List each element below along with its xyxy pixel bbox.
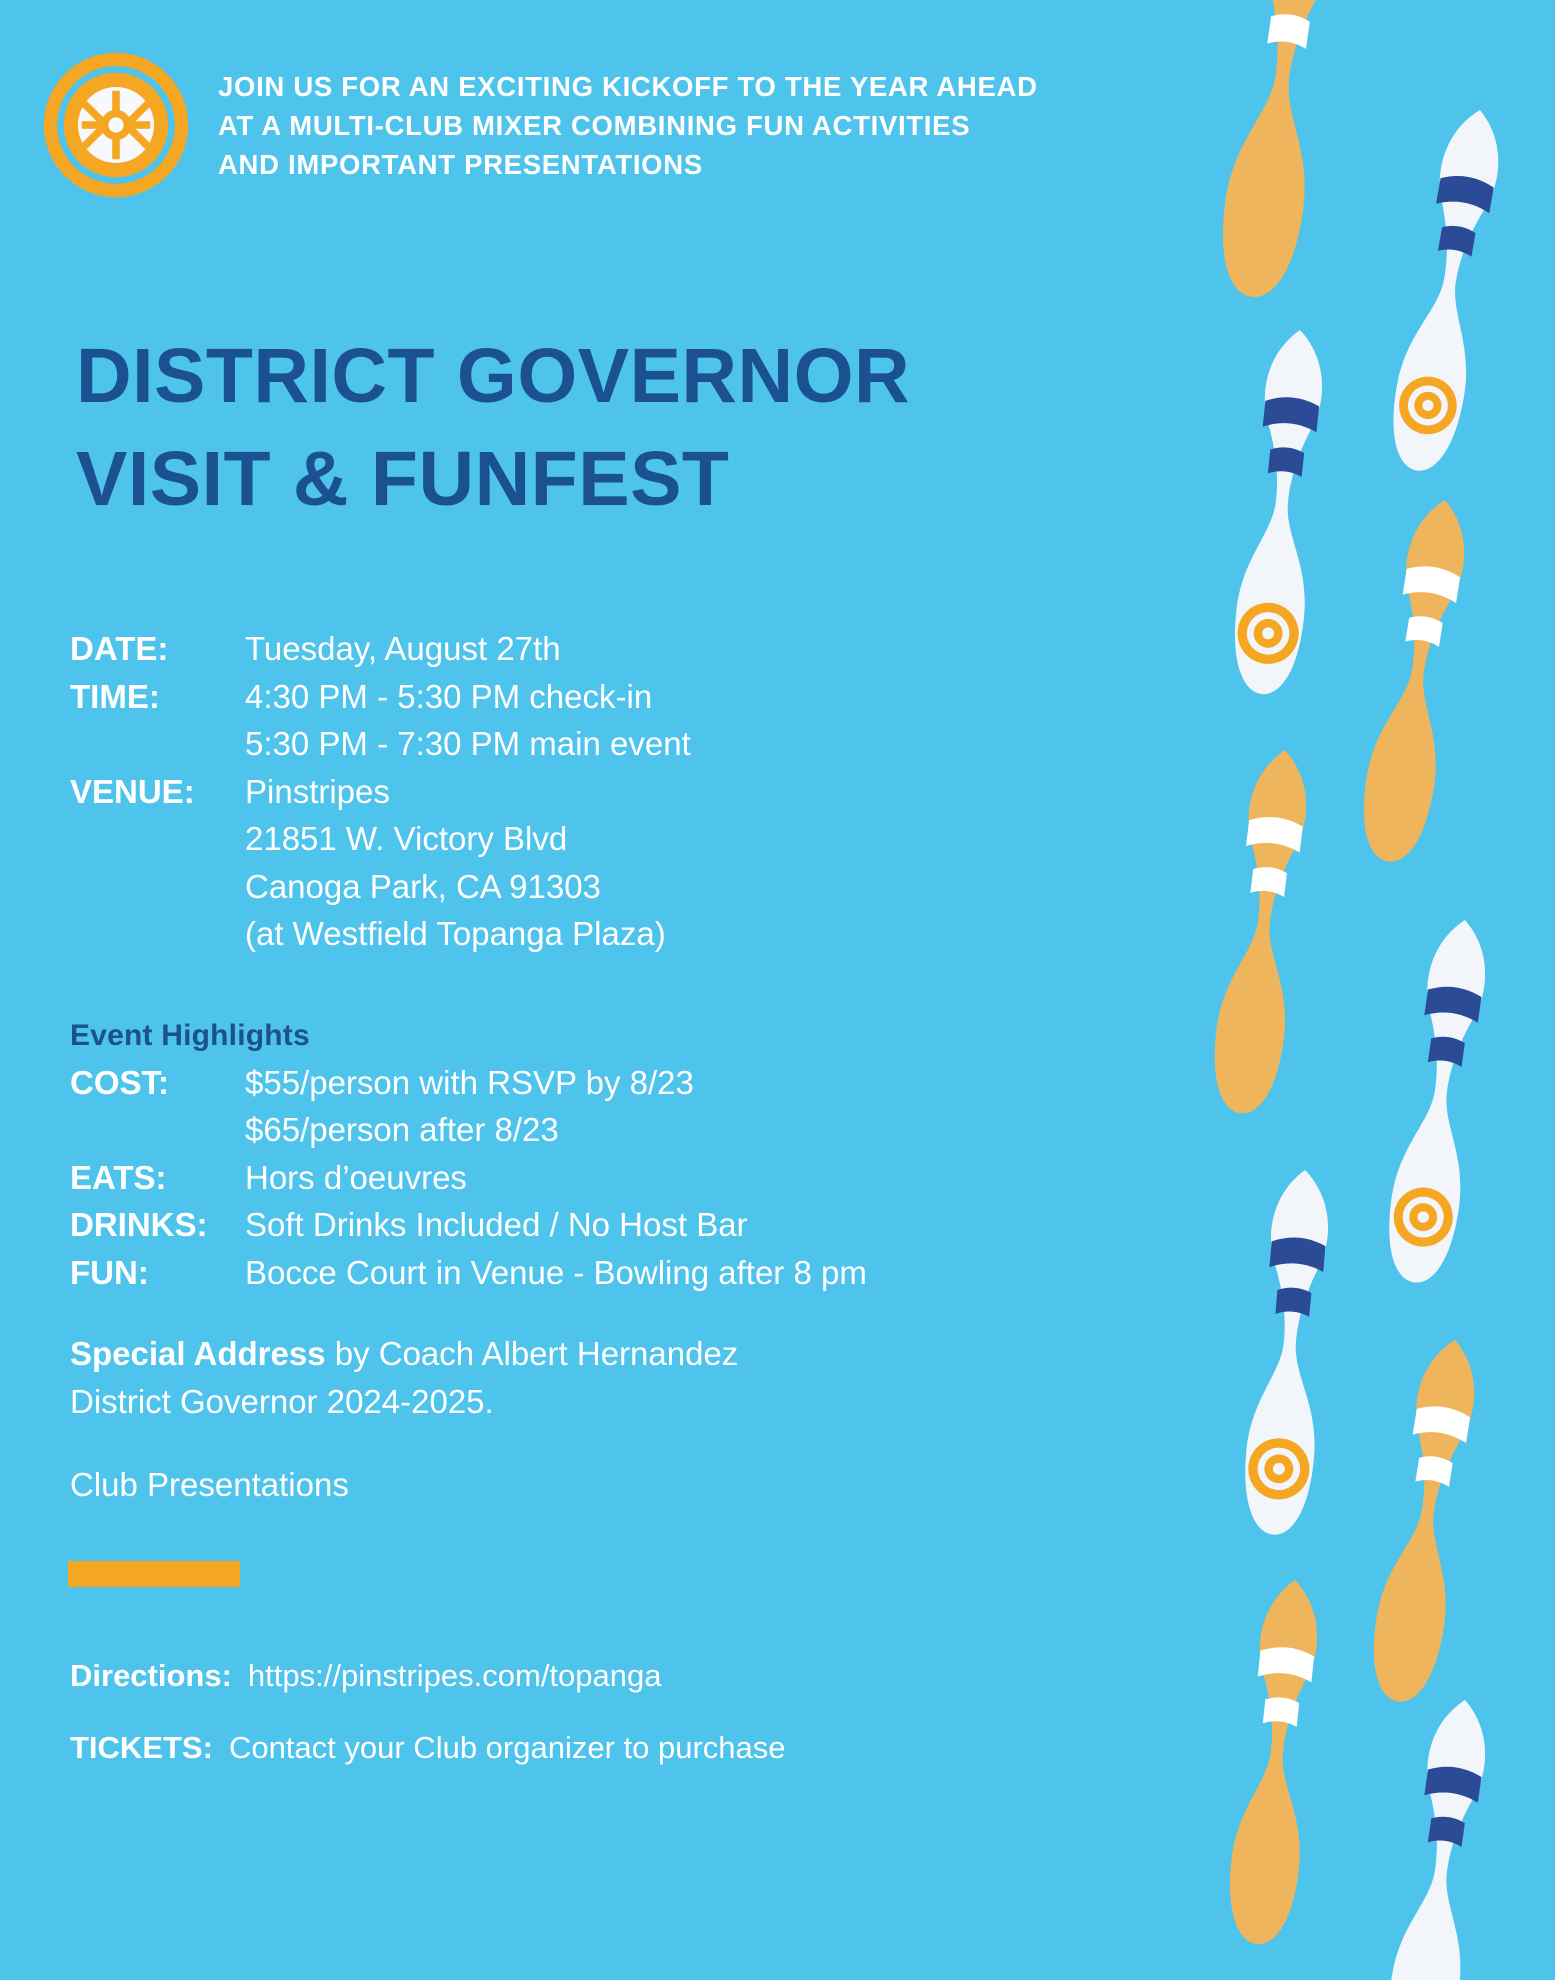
detail-row-venue — [70, 768, 1130, 816]
eats-value: Hors d’oeuvres — [245, 1158, 467, 1196]
page-title — [76, 325, 910, 531]
drinks-label: DRINKS: — [70, 1206, 208, 1244]
detail-row-cost-2 — [70, 1106, 1130, 1154]
special-address-block — [70, 1330, 1130, 1425]
cost-value-2: $65/person after 8/23 — [245, 1111, 559, 1149]
drinks-value: Soft Drinks Included / No Host Bar — [245, 1206, 748, 1244]
detail-row-venue-3 — [70, 863, 1130, 911]
bowling-pins-decoration — [1135, 0, 1555, 1980]
directions-link[interactable]: https://pinstripes.com/topanga — [247, 1657, 662, 1693]
flyer-header — [40, 45, 1038, 201]
tickets-label: TICKETS: — [70, 1730, 213, 1766]
detail-row-venue-4 — [70, 910, 1130, 958]
time-label: TIME: — [70, 677, 160, 715]
detail-row-cost — [70, 1059, 1130, 1107]
detail-row-drinks — [70, 1201, 1130, 1249]
event-highlights-heading: Event Highlights — [70, 1018, 310, 1052]
directions-label: Directions: — [70, 1657, 232, 1693]
detail-row-fun — [70, 1249, 1130, 1297]
venue-value-3: Canoga Park, CA 91303 — [245, 867, 601, 905]
event-details — [70, 625, 1130, 1798]
orange-divider-bar — [68, 1561, 240, 1587]
title-line-1: DISTRICT GOVERNOR — [76, 333, 911, 419]
fun-label: FUN: — [70, 1253, 149, 1291]
detail-row-eats — [70, 1154, 1130, 1202]
special-address-rest: by Coach Albert Hernandez — [325, 1335, 739, 1373]
special-address-bold: Special Address — [70, 1335, 326, 1373]
header-tagline — [218, 67, 1038, 184]
header-line-3: AND IMPORTANT PRESENTATIONS — [218, 149, 703, 181]
fun-value: Bocce Court in Venue - Bowling after 8 pm — [245, 1253, 867, 1291]
detail-row-time-2 — [70, 720, 1130, 768]
event-highlights-list — [70, 1059, 1130, 1297]
special-address-line-1 — [70, 1330, 1130, 1378]
detail-row-venue-2 — [70, 815, 1130, 863]
detail-row-date — [70, 625, 1130, 673]
eats-label: EATS: — [70, 1158, 167, 1196]
cost-value-1: $55/person with RSVP by 8/23 — [245, 1063, 694, 1101]
bowling-pins-svg — [1135, 0, 1555, 1980]
club-presentations-text: Club Presentations — [70, 1466, 349, 1504]
footer-row-directions — [70, 1653, 1130, 1700]
venue-value-4: (at Westfield Topanga Plaza) — [245, 915, 666, 953]
header-line-1: JOIN US FOR AN EXCITING KICKOFF TO THE YEAR AHEAD — [218, 71, 1038, 102]
footer-row-tickets — [70, 1725, 1130, 1772]
special-address-line-2: District Governor 2024-2025. — [70, 1382, 494, 1420]
date-label: DATE: — [70, 630, 169, 667]
venue-label: VENUE: — [70, 772, 195, 810]
title-line-2: VISIT & FUNFEST — [76, 436, 730, 523]
detail-row-time — [70, 673, 1130, 721]
date-value: Tuesday, August 27th — [245, 630, 561, 667]
tickets-value: Contact your Club organizer to purchase — [228, 1730, 786, 1766]
venue-value-2: 21851 W. Victory Blvd — [245, 820, 568, 858]
time-value-1: 4:30 PM - 5:30 PM check-in — [245, 677, 653, 715]
cost-label: COST: — [70, 1063, 169, 1101]
flyer-footer — [70, 1653, 1130, 1772]
time-value-2: 5:30 PM - 7:30 PM main event — [245, 725, 691, 763]
venue-value-1: Pinstripes — [245, 772, 390, 810]
rotary-international-wheel-icon — [40, 49, 192, 201]
header-line-2: AT A MULTI-CLUB MIXER COMBINING FUN ACTIVITIES — [218, 110, 971, 142]
